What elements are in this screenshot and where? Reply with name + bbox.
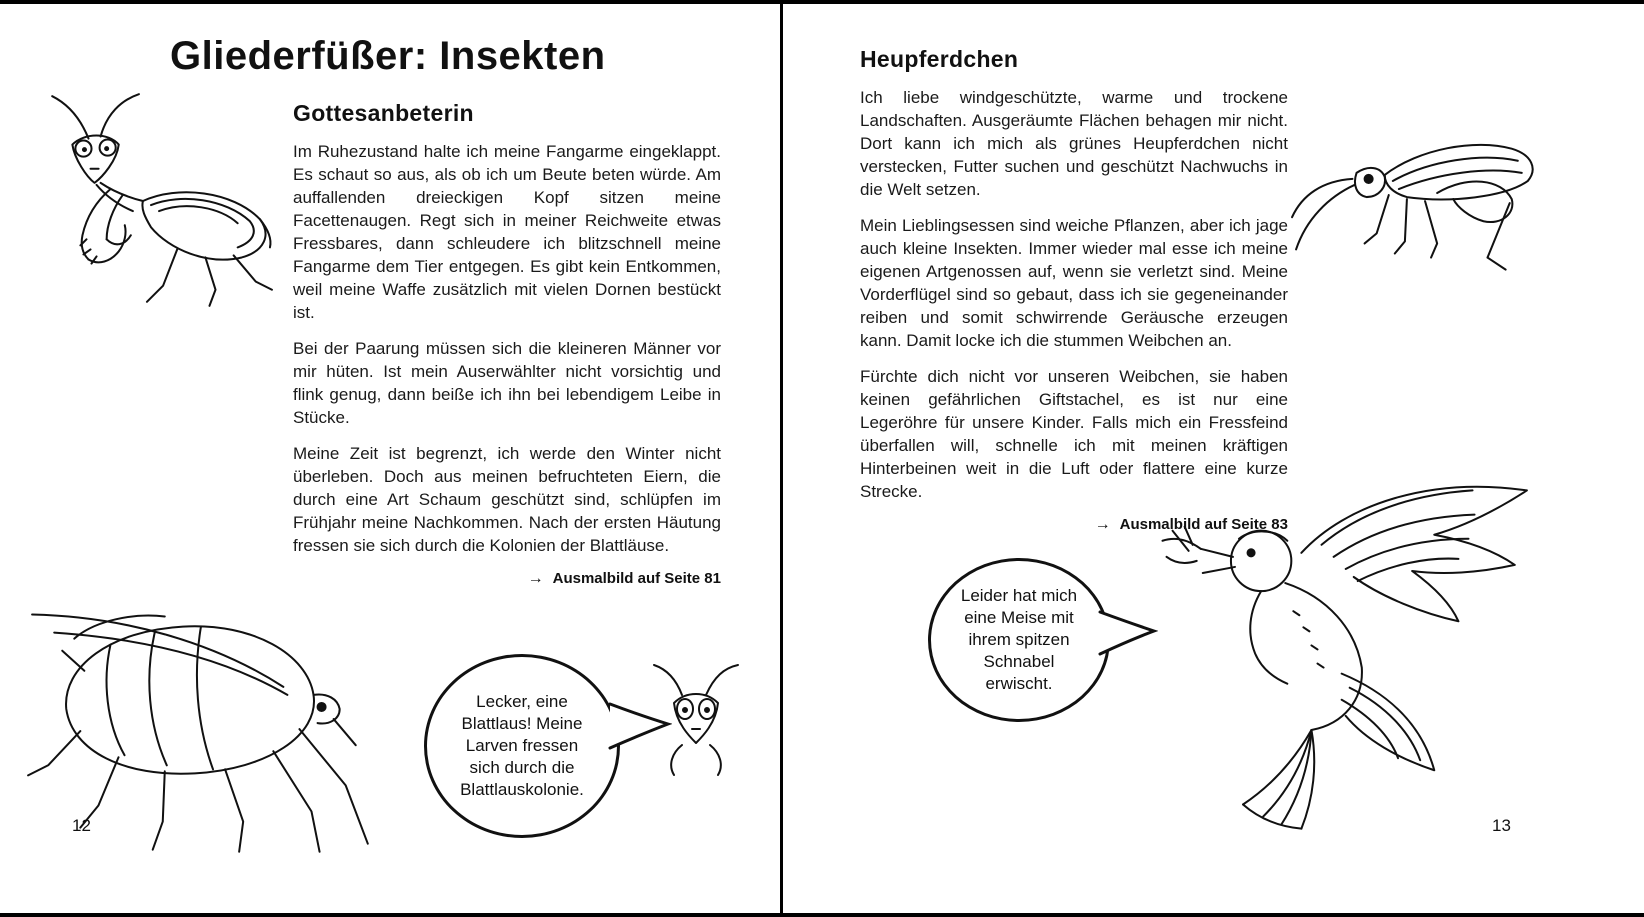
speech-bubble-text: Leider hat mich eine Meise mit ihrem spitzen Schnabel erwischt. bbox=[960, 585, 1078, 694]
praying-mantis-illustration bbox=[26, 88, 278, 310]
section-heading-gottesanbeterin: Gottesanbeterin bbox=[293, 100, 474, 126]
mantis-speech-bubble bbox=[424, 654, 620, 838]
reference-label: Ausmalbild auf Seite 83 bbox=[1119, 516, 1288, 533]
reference-label: Ausmalbild auf Seite 81 bbox=[552, 570, 721, 587]
grasshopper-drawing bbox=[1288, 92, 1550, 284]
body-paragraph: Fürchte dich nicht vor unseren Weibchen, sie haben keinen gefährlichen Giftstachel, es ist nur eine Legeröhre für unsere Kinder. Falls mich ein Fressfeind überfallen will, schnelle ich mit meinen kräftigen Hinterbeinen weit in die Luft oder flattere eine kurze Strecke. bbox=[860, 367, 1288, 501]
section-heading-heupferdchen: Heupferdchen bbox=[860, 46, 1019, 72]
body-paragraph: Im Ruhezustand halte ich meine Fangarme eingeklappt. Es schaut so aus, als ob ich um Beute beten würde. Am auffallenden dreieckigen Kopf sitzen meine Facettenaugen. Regt sich in meiner Reichweite etwas Fressbares, dann schleudere ich blitzschnell meine Fangarme dem Tier entgegen. Es gibt kein Entkommen, weil meine Waffe zusätzlich mit vielen Dornen bestückt ist. bbox=[293, 142, 721, 322]
body-paragraph: Mein Lieblingsessen sind weiche Pflanzen, aber ich jage auch kleine Insekten. Immer wieder mal esse ich meine eigenen Artgenossen auf, wenn sie verletzt sind. Meine Vorderflügel sind so gebaut, dass ich sie gegeneinander reiben und somit schwirrende Geräusche erzeugen kann. Damit locke ich die stummen Weibchen an. bbox=[860, 216, 1288, 350]
page-top-rule bbox=[0, 0, 1644, 4]
body-paragraph: Ich liebe windgeschützte, warme und trockene Landschaften. Ausgeräumte Flächen behagen mir nicht. Dort kann ich mich als grünes Heupferdchen nicht verstecken, Futter suchen und geschützt Nachwuchs in die Welt setzen. bbox=[860, 88, 1288, 199]
grasshopper-illustration bbox=[1288, 92, 1550, 284]
page-bottom-rule bbox=[0, 913, 1644, 917]
praying-mantis-drawing bbox=[26, 88, 278, 310]
arrow-right-icon: → bbox=[1094, 516, 1111, 533]
arrow-right-icon: → bbox=[527, 570, 544, 587]
grasshopper-speech-bubble bbox=[928, 558, 1110, 722]
chapter-title: Gliederfüßer: Insekten bbox=[170, 34, 606, 78]
speech-bubble-tail bbox=[1096, 608, 1158, 658]
body-paragraph: Bei der Paarung müssen sich die kleineren Männer vor mir hüten. Ist mein Auserwählter nicht vorsichtig und flink genug, dann beiße ich ihn bei lebendigem Leibe in Stücke. bbox=[293, 339, 721, 427]
left-page-text-column bbox=[293, 100, 721, 588]
body-paragraph: Meine Zeit ist begrenzt, ich werde den Winter nicht überleben. Doch aus meinen befruchteten Eiern, die durch eine Art Schaum geschützt sind, schlüpfen im Frühjahr meine Nachkommen. Nach der ersten Häutung fressen sie sich durch die Kolonien der Blattläuse. bbox=[293, 444, 721, 555]
page-number-right: 13 bbox=[1492, 816, 1511, 835]
center-page-divider bbox=[780, 0, 783, 917]
speech-bubble-text: Lecker, eine Blattlaus! Meine Larven fressen sich durch die Blattlauskolonie. bbox=[460, 691, 584, 800]
page-number-left: 12 bbox=[72, 816, 91, 835]
speech-bubble-tail bbox=[606, 700, 672, 752]
aphid-illustration bbox=[14, 558, 406, 860]
aphid-drawing bbox=[14, 558, 406, 860]
